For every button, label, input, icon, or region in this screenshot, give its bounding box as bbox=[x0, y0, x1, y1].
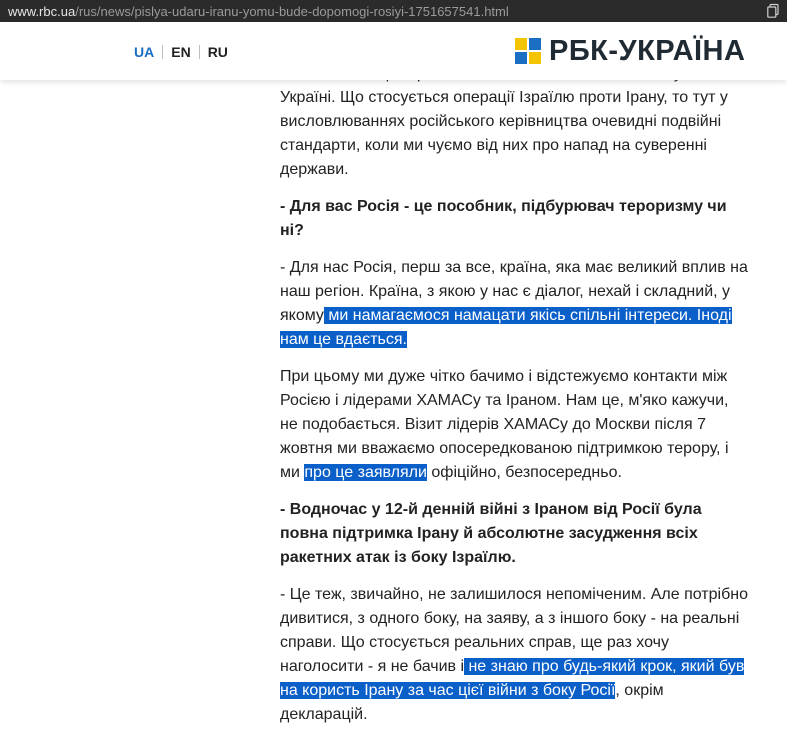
logo-text: РБК-УКРАЇНА bbox=[549, 35, 746, 67]
selected-text[interactable]: ми намагаємося намацати якісь спільні інтереси. Іноді нам це вдається. bbox=[280, 307, 732, 348]
logo-mark-icon bbox=[515, 38, 541, 64]
question-paragraph: - Водночас у 12-й денній війні з Іраном від Росії була повна підтримка Ірану й абсолютне засудження всіх ракетних атак із боку Ізраїлю. bbox=[280, 501, 702, 566]
selected-text[interactable]: не знаю про будь-який крок, який був на користь Ірану за час цієї війни з боку Росії bbox=[280, 658, 745, 699]
paragraph-text: - Для нас Росія, перш за все, країна, яка має великий вплив на наш регіон. Країна, з якою у нас є діалог, нехай і складний, у якому bbox=[280, 259, 748, 324]
paragraph-text: При цьому ми дуже чітко бачимо і відстежуємо контакти між Росією і лідерами ХАМАСу та Іраном. Нам це, м'яко кажучи, не подобається. Візит лідерів ХАМАСу до Москви після 7 жовтня ми вважаємо опосередкованою підтримкою терору, і ми bbox=[280, 368, 729, 481]
lang-ua-link[interactable]: UA bbox=[134, 44, 155, 60]
answer-paragraph bbox=[280, 256, 750, 352]
site-logo[interactable] bbox=[515, 36, 745, 66]
selected-text[interactable]: про це заявляли bbox=[304, 464, 427, 481]
language-switcher bbox=[132, 45, 236, 59]
paragraph-text: - Це теж, звичайно, не залишилося непоміченим. Але потрібно дивитися, з одного боку, на заяву, а з іншого боку - на реальні справи. Що стосується реальних справ, ще раз хочу наголосити - я не бачив і bbox=[280, 586, 748, 675]
paragraph-text: офіційно, безпосередньо. bbox=[426, 464, 622, 481]
lang-en-link[interactable]: EN bbox=[171, 44, 191, 60]
answer-paragraph bbox=[280, 365, 750, 485]
browser-url-bar[interactable] bbox=[0, 0, 787, 22]
url-path: /rus/news/pislya-udaru-iranu-yomu-bude-dopomogi-rosiyi-1751657541.html bbox=[75, 3, 509, 19]
article-body bbox=[280, 64, 750, 740]
question-paragraph: - Для вас Росія - це пособник, підбурювач тероризму чи ні? bbox=[280, 198, 727, 239]
paragraph-text: , окрім декларацій. bbox=[280, 682, 664, 723]
site-header bbox=[0, 22, 787, 80]
answer-paragraph bbox=[280, 583, 750, 727]
copy-icon[interactable] bbox=[765, 3, 781, 19]
lang-ru-link[interactable]: RU bbox=[207, 44, 228, 60]
answer-paragraph: Україні. Що стосується операції Ізраїлю проти Ірану, то тут у висловлюваннях російського керівництва очевидні подвійні стандарти, коли ми чуємо від них про напад на суверенні держави. bbox=[280, 89, 728, 178]
url-host: www.rbc.ua bbox=[8, 3, 76, 19]
